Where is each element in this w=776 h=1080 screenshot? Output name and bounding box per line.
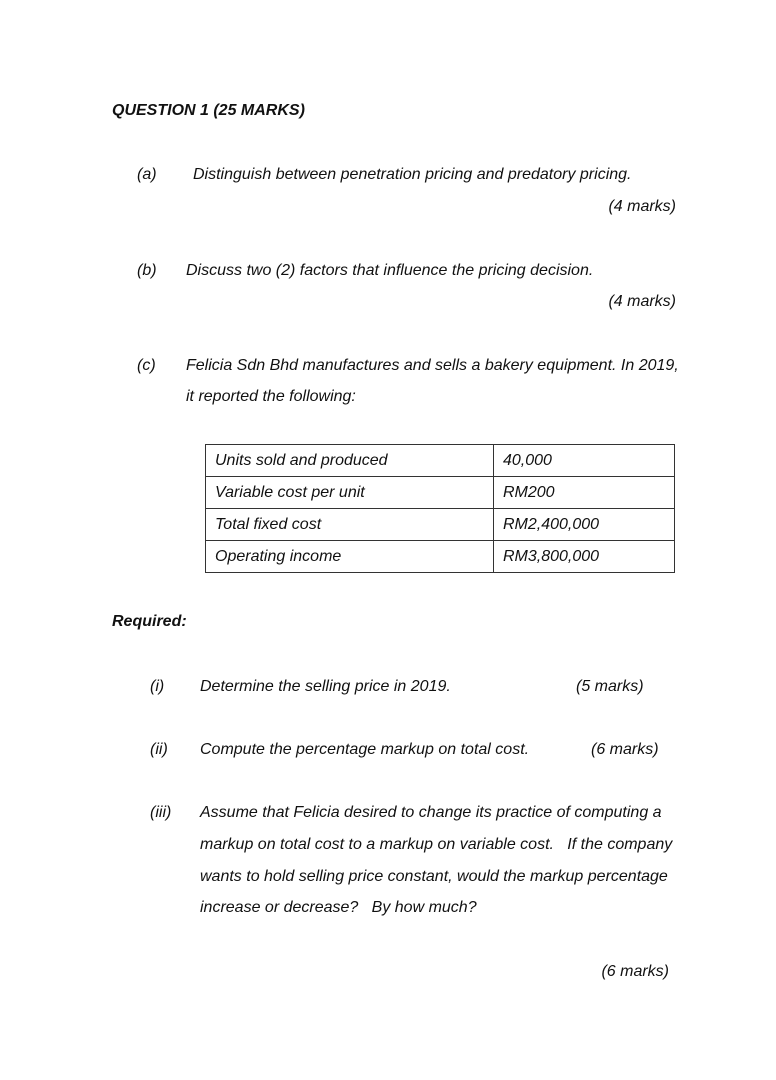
part-b-text: Discuss two (2) factors that influence the pricing decision. (186, 262, 594, 279)
table-cell-value: 40,000 (494, 445, 675, 477)
question-title: QUESTION 1 (25 MARKS) (112, 102, 305, 119)
required-item-iii-line-4: increase or decrease? By how much? (200, 899, 477, 916)
table-row (206, 541, 675, 573)
part-c-line-2: it reported the following: (186, 388, 356, 405)
required-item-iii-line-3: wants to hold selling price constant, would the markup percentage (200, 868, 668, 885)
table-cell-label: Operating income (206, 541, 494, 573)
table-cell-label: Variable cost per unit (206, 477, 494, 509)
table-cell-value: RM3,800,000 (494, 541, 675, 573)
part-b-label: (b) (137, 262, 157, 279)
required-item-iii-line-2: markup on total cost to a markup on variable cost. If the company (200, 836, 673, 853)
required-item-ii-marks: (6 marks) (591, 741, 659, 758)
part-a-label: (a) (137, 166, 157, 183)
table-cell-value: RM200 (494, 477, 675, 509)
table-row (206, 445, 675, 477)
required-item-i-text: Determine the selling price in 2019. (200, 678, 451, 695)
required-heading: Required: (112, 613, 187, 630)
table-row (206, 509, 675, 541)
required-item-i-label: (i) (150, 678, 165, 695)
required-item-iii-line-1: Assume that Felicia desired to change its practice of computing a (200, 804, 662, 821)
table-cell-label: Total fixed cost (206, 509, 494, 541)
table-cell-value: RM2,400,000 (494, 509, 675, 541)
required-item-iii-label: (iii) (150, 804, 172, 821)
part-a-text: Distinguish between penetration pricing and predatory pricing. (193, 166, 632, 183)
required-item-ii-text: Compute the percentage markup on total cost. (200, 741, 530, 758)
part-c-line-1: Felicia Sdn Bhd manufactures and sells a bakery equipment. In 2019, (186, 357, 679, 374)
required-item-ii-label: (ii) (150, 741, 168, 758)
cost-data-table (205, 444, 675, 573)
part-b-marks: (4 marks) (608, 293, 676, 310)
required-item-iii-marks: (6 marks) (601, 963, 669, 980)
part-a-marks: (4 marks) (608, 198, 676, 215)
required-item-i-marks: (5 marks) (576, 678, 644, 695)
table-row (206, 477, 675, 509)
table-cell-label: Units sold and produced (206, 445, 494, 477)
part-c-label: (c) (137, 357, 156, 374)
